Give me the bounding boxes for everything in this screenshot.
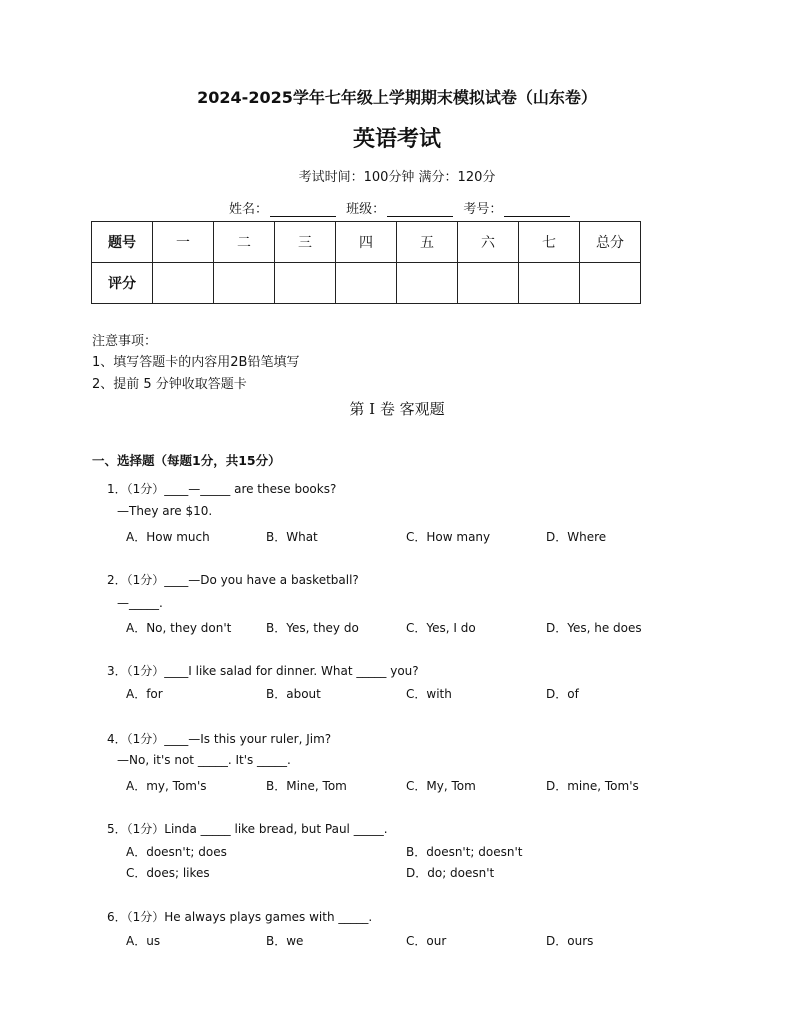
- option-a[interactable]: A．doesn't; does: [126, 845, 227, 859]
- question-line: —They are $10.: [117, 504, 213, 518]
- notes-heading: 注意事项：: [92, 334, 158, 349]
- col-5: 五: [397, 222, 458, 263]
- question-stem: 2．（1分）____—Do you have a basketball?: [107, 573, 359, 587]
- exam-no-label: 考号：: [463, 202, 503, 217]
- option-c[interactable]: C．our: [406, 934, 447, 948]
- score-cell[interactable]: [275, 263, 336, 304]
- option-d[interactable]: D．Where: [546, 530, 607, 544]
- question-line: —_____.: [117, 596, 163, 610]
- option-d[interactable]: D．Yes, he does: [546, 621, 642, 635]
- option-b[interactable]: B．about: [266, 687, 321, 701]
- row-label-question: 题号: [92, 222, 153, 263]
- option-d[interactable]: D．do; doesn't: [406, 866, 495, 880]
- option-c[interactable]: C．does; likes: [126, 866, 210, 880]
- option-b[interactable]: B．Mine, Tom: [266, 779, 347, 793]
- option-c[interactable]: C．Yes, I do: [406, 621, 476, 635]
- option-b[interactable]: B．doesn't; doesn't: [406, 845, 523, 859]
- option-c[interactable]: C．with: [406, 687, 452, 701]
- question-stem: 5．（1分）Linda _____ like bread, but Paul _____.: [107, 822, 388, 836]
- option-a[interactable]: A．my, Tom's: [126, 779, 207, 793]
- score-cell[interactable]: [397, 263, 458, 304]
- exam-meta: 考试时间：100分钟 满分：120分: [298, 170, 496, 185]
- name-label: 姓名：: [229, 202, 269, 217]
- score-cell[interactable]: [214, 263, 275, 304]
- option-d[interactable]: D．mine, Tom's: [546, 779, 639, 793]
- question-stem: 6．（1分）He always plays games with _____.: [107, 910, 373, 924]
- col-6: 六: [458, 222, 519, 263]
- score-cell[interactable]: [153, 263, 214, 304]
- score-cell[interactable]: [580, 263, 641, 304]
- col-4: 四: [336, 222, 397, 263]
- score-table-header-row: [92, 222, 641, 263]
- score-cell[interactable]: [458, 263, 519, 304]
- score-table-score-row: [92, 263, 641, 304]
- option-a[interactable]: A．us: [126, 934, 161, 948]
- score-table: [91, 221, 641, 304]
- row-label-score: 评分: [92, 263, 153, 304]
- col-1: 一: [153, 222, 214, 263]
- col-total: 总分: [580, 222, 641, 263]
- col-7: 七: [519, 222, 580, 263]
- option-c[interactable]: C．My, Tom: [406, 779, 476, 793]
- note-item: 2、提前 5 分钟收取答题卡: [92, 377, 247, 392]
- section-title: 第 I 卷 客观题: [349, 400, 445, 418]
- col-3: 三: [275, 222, 336, 263]
- score-cell[interactable]: [519, 263, 580, 304]
- option-b[interactable]: B．we: [266, 934, 304, 948]
- class-field[interactable]: [387, 202, 453, 217]
- subject-title: 英语考试: [352, 126, 441, 152]
- option-c[interactable]: C．How many: [406, 530, 491, 544]
- class-label: 班级：: [346, 202, 386, 217]
- col-2: 二: [214, 222, 275, 263]
- option-a[interactable]: A．for: [126, 687, 163, 701]
- name-field[interactable]: [270, 202, 336, 217]
- option-d[interactable]: D．of: [546, 687, 579, 701]
- question-stem: 1．（1分）____—_____ are these books?: [107, 482, 337, 496]
- question-stem: 4．（1分）____—Is this your ruler, Jim?: [107, 732, 332, 746]
- score-cell[interactable]: [336, 263, 397, 304]
- student-info: [229, 198, 576, 217]
- option-a[interactable]: A．No, they don't: [126, 621, 232, 635]
- option-b[interactable]: B．Yes, they do: [266, 621, 359, 635]
- part-heading: 一、选择题（每题1分，共15分）: [92, 453, 281, 468]
- option-a[interactable]: A．How much: [126, 530, 210, 544]
- exam-no-field[interactable]: [504, 202, 570, 217]
- question-line: —No, it's not _____. It's _____.: [117, 753, 291, 767]
- question-stem: 3．（1分）____I like salad for dinner. What _____ you?: [107, 664, 419, 678]
- option-b[interactable]: B．What: [266, 530, 318, 544]
- note-item: 1、填写答题卡的内容用2B铅笔填写: [92, 355, 300, 370]
- exam-title: 2024-2025学年七年级上学期期末模拟试卷（山东卷）: [197, 88, 597, 107]
- option-d[interactable]: D．ours: [546, 934, 594, 948]
